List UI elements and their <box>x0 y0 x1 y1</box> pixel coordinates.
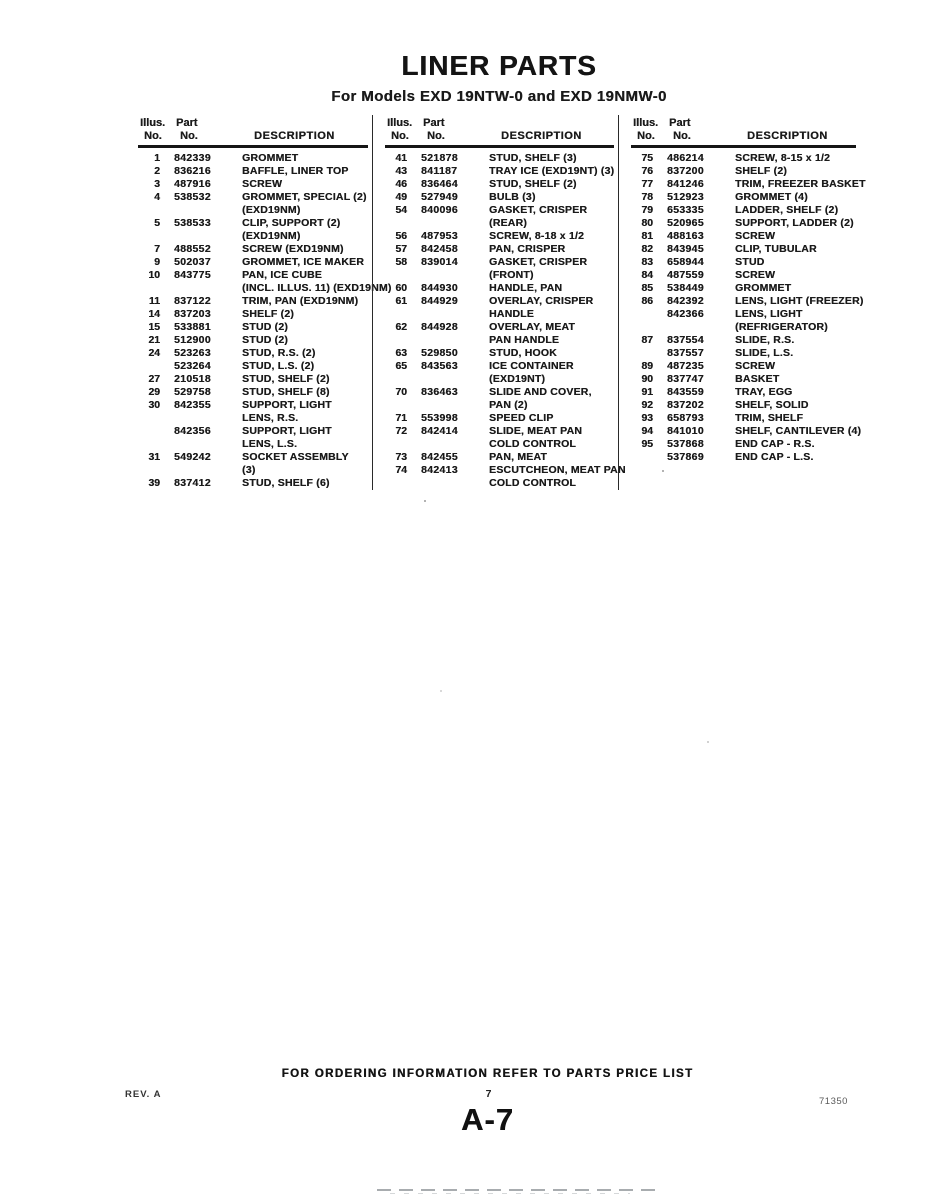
part-description: SCREW <box>735 360 776 372</box>
part-description: STUD, SHELF (3) <box>489 152 577 164</box>
part-number: 844929 <box>421 295 458 307</box>
part-number: 521878 <box>421 152 458 164</box>
parts-column-2 <box>372 115 626 490</box>
part-description: BULB (3) <box>489 191 536 203</box>
column-body <box>631 151 866 464</box>
illus-number: 43 <box>395 165 407 177</box>
part-row <box>385 152 614 165</box>
illus-number: 11 <box>148 295 160 307</box>
part-number: 836464 <box>421 178 458 190</box>
part-row <box>631 282 856 295</box>
header-no-label: No. <box>144 130 162 142</box>
part-description: GROMMET <box>735 282 792 294</box>
part-row <box>138 152 368 165</box>
part-row <box>631 152 856 165</box>
part-number: 538449 <box>667 282 704 294</box>
illus-number: 81 <box>641 230 653 242</box>
part-number: 837200 <box>667 165 704 177</box>
part-number: 538532 <box>174 191 211 203</box>
part-number: 842366 <box>667 308 704 320</box>
part-row <box>385 412 614 425</box>
illus-number: 61 <box>395 295 407 307</box>
illus-number: 62 <box>395 321 407 333</box>
part-row <box>385 204 614 230</box>
part-number: 842392 <box>667 295 704 307</box>
part-number: 837557 <box>667 347 704 359</box>
part-description: GROMMET (4) <box>735 191 808 203</box>
scan-artifact-dashes <box>377 1189 657 1191</box>
part-number: 533881 <box>174 321 211 333</box>
part-description: SCREW, 8-15 x 1/2 <box>735 152 831 164</box>
parts-column-1 <box>138 115 392 490</box>
column-header <box>138 115 368 148</box>
part-row <box>631 230 856 243</box>
part-description: LENS, LIGHT (REFRIGERATOR) <box>735 308 828 333</box>
part-number: 836463 <box>421 386 458 398</box>
part-number: 549242 <box>174 451 211 463</box>
header-no-label: No. <box>391 130 409 142</box>
page-subtitle: For Models EXD 19NTW-0 and EXD 19NMW-0 <box>331 88 667 105</box>
part-description: ESCUTCHEON, MEAT PAN COLD CONTROL <box>489 464 626 489</box>
part-description: HANDLE, PAN <box>489 282 563 294</box>
illus-number: 78 <box>641 191 653 203</box>
illus-number: 30 <box>148 399 160 411</box>
illus-number: 65 <box>395 360 407 372</box>
illus-number: 9 <box>154 256 160 268</box>
part-number: 842458 <box>421 243 458 255</box>
part-number: 512900 <box>174 334 211 346</box>
scan-speck <box>707 741 709 743</box>
part-description: ICE CONTAINER (EXD19NT) <box>489 360 574 385</box>
part-number: 840096 <box>421 204 458 216</box>
illus-number: 95 <box>641 438 653 450</box>
header-illus-label: Illus. <box>633 117 659 129</box>
part-row <box>138 308 368 321</box>
part-number: 487953 <box>421 230 458 242</box>
part-description: OVERLAY, CRISPER HANDLE <box>489 295 594 320</box>
page-number: 7 <box>485 1088 492 1100</box>
parts-table <box>138 115 866 490</box>
part-description: BASKET <box>735 373 780 385</box>
part-number: 527949 <box>421 191 458 203</box>
part-description: SCREW (EXD19NM) <box>242 243 344 255</box>
illus-number: 93 <box>641 412 653 424</box>
part-number: 653335 <box>667 204 704 216</box>
part-number: 836216 <box>174 165 211 177</box>
part-row <box>138 373 368 386</box>
part-description: OVERLAY, MEAT PAN HANDLE <box>489 321 576 346</box>
part-row <box>631 438 856 451</box>
illus-number: 89 <box>641 360 653 372</box>
part-number: 837122 <box>174 295 211 307</box>
part-number: 523263 <box>174 347 211 359</box>
part-description: GROMMET <box>242 152 299 164</box>
part-row <box>385 360 614 386</box>
illus-number: 72 <box>395 425 407 437</box>
part-number: 537869 <box>667 451 704 463</box>
part-row <box>631 191 856 204</box>
illus-number: 57 <box>395 243 407 255</box>
illus-number: 54 <box>395 204 407 216</box>
part-row <box>631 243 856 256</box>
illus-number: 31 <box>148 451 160 463</box>
illus-number: 4 <box>154 191 160 203</box>
part-row <box>631 269 856 282</box>
part-number: 487916 <box>174 178 211 190</box>
illus-number: 7 <box>154 243 160 255</box>
part-description: STUD, SHELF (6) <box>242 477 330 489</box>
part-description: STUD, SHELF (2) <box>242 373 330 385</box>
part-number: 537868 <box>667 438 704 450</box>
part-description: GASKET, CRISPER (FRONT) <box>489 256 588 281</box>
header-description-label: DESCRIPTION <box>254 130 335 142</box>
part-row <box>138 269 392 295</box>
illus-number: 77 <box>641 178 653 190</box>
illus-number: 63 <box>395 347 407 359</box>
part-number: 837747 <box>667 373 704 385</box>
illus-number: 24 <box>148 347 160 359</box>
revision-label: REV. A <box>125 1089 162 1100</box>
part-description: PAN, ICE CUBE (INCL. ILLUS. 11) (EXD19NM) <box>242 269 392 294</box>
part-row <box>631 451 856 464</box>
part-number: 843775 <box>174 269 211 281</box>
part-description: TRAY, EGG <box>735 386 793 398</box>
illus-number: 27 <box>148 373 160 385</box>
part-row <box>631 386 856 399</box>
part-number: 837554 <box>667 334 704 346</box>
part-description: STUD, SHELF (2) <box>489 178 577 190</box>
parts-column-3 <box>618 115 866 490</box>
illus-number: 91 <box>641 386 653 398</box>
illus-number: 70 <box>395 386 407 398</box>
part-description: SCREW <box>242 178 283 190</box>
part-row <box>138 334 368 347</box>
illus-number: 71 <box>395 412 407 424</box>
illus-number: 2 <box>154 165 160 177</box>
part-description: SCREW <box>735 269 776 281</box>
part-row <box>138 321 368 334</box>
header-illus-label: Illus. <box>387 117 413 129</box>
part-description: LADDER, SHELF (2) <box>735 204 839 216</box>
illus-number: 75 <box>641 152 653 164</box>
part-description: LENS, LIGHT (FREEZER) <box>735 295 864 307</box>
illus-number: 56 <box>395 230 407 242</box>
part-number: 523264 <box>174 360 211 372</box>
column-header <box>385 115 614 148</box>
part-row <box>385 464 626 490</box>
illus-number: 41 <box>395 152 407 164</box>
part-description: GROMMET, ICE MAKER <box>242 256 365 268</box>
illus-number: 80 <box>641 217 653 229</box>
part-number: 488163 <box>667 230 704 242</box>
header-no-label: No. <box>637 130 655 142</box>
part-number: 843945 <box>667 243 704 255</box>
part-number: 553998 <box>421 412 458 424</box>
part-row <box>385 282 614 295</box>
scan-speck <box>440 690 442 692</box>
part-row <box>138 451 368 477</box>
part-number: 843559 <box>667 386 704 398</box>
part-row <box>631 178 866 191</box>
part-number: 658944 <box>667 256 704 268</box>
part-number: 844928 <box>421 321 458 333</box>
part-number: 658793 <box>667 412 704 424</box>
part-description: PAN, CRISPER <box>489 243 566 255</box>
header-part-label: Part <box>423 117 445 129</box>
part-description: STUD, L.S. (2) <box>242 360 315 372</box>
header-description-label: DESCRIPTION <box>501 130 582 142</box>
illus-number: 87 <box>641 334 653 346</box>
illus-number: 86 <box>641 295 653 307</box>
column-body <box>385 151 626 490</box>
part-row <box>138 256 368 269</box>
part-description: SCREW, 8-18 x 1/2 <box>489 230 585 242</box>
header-no-label: No. <box>180 130 198 142</box>
part-description: SUPPORT, LIGHT LENS, L.S. <box>242 425 332 450</box>
part-number: 843563 <box>421 360 458 372</box>
part-number: 842413 <box>421 464 458 476</box>
illus-number: 39 <box>148 477 160 489</box>
illus-number: 92 <box>641 399 653 411</box>
illus-number: 3 <box>154 178 160 190</box>
part-row <box>385 321 614 347</box>
illus-number: 58 <box>395 256 407 268</box>
part-number: 841246 <box>667 178 704 190</box>
part-description: PAN, MEAT <box>489 451 547 463</box>
illus-number: 83 <box>641 256 653 268</box>
part-row <box>138 425 368 451</box>
header-part-label: Part <box>176 117 198 129</box>
illus-number: 76 <box>641 165 653 177</box>
part-row <box>385 243 614 256</box>
part-description: SHELF (2) <box>735 165 787 177</box>
part-number: 487559 <box>667 269 704 281</box>
part-row <box>631 308 856 334</box>
part-number: 538533 <box>174 217 211 229</box>
part-row <box>385 191 614 204</box>
part-number: 842414 <box>421 425 458 437</box>
part-row <box>631 165 856 178</box>
part-row <box>138 295 368 308</box>
part-number: 837412 <box>174 477 211 489</box>
illus-number: 74 <box>395 464 407 476</box>
part-description: SUPPORT, LIGHT LENS, R.S. <box>242 399 332 424</box>
header-illus-label: Illus. <box>140 117 166 129</box>
part-row <box>385 165 614 178</box>
part-description: SHELF, CANTILEVER (4) <box>735 425 862 437</box>
part-row <box>138 178 368 191</box>
part-row <box>631 256 856 269</box>
part-description: SUPPORT, LADDER (2) <box>735 217 854 229</box>
part-description: STUD <box>735 256 765 268</box>
part-description: TRIM, FREEZER BASKET <box>735 178 866 190</box>
part-row <box>138 217 368 243</box>
part-description: TRIM, SHELF <box>735 412 804 424</box>
part-description: SLIDE AND COVER, PAN (2) <box>489 386 592 411</box>
header-part-label: Part <box>669 117 691 129</box>
part-description: CLIP, TUBULAR <box>735 243 817 255</box>
part-row <box>385 425 614 451</box>
part-row <box>631 360 856 373</box>
scan-artifact-dashes <box>390 1193 630 1194</box>
part-number: 842455 <box>421 451 458 463</box>
part-description: TRIM, PAN (EXD19NM) <box>242 295 359 307</box>
part-number: 487235 <box>667 360 704 372</box>
part-description: SPEED CLIP <box>489 412 554 424</box>
part-number: 486214 <box>667 152 704 164</box>
part-row <box>138 243 368 256</box>
illus-number: 85 <box>641 282 653 294</box>
part-description: SHELF (2) <box>242 308 294 320</box>
part-description: END CAP - R.S. <box>735 438 815 450</box>
part-number: 512923 <box>667 191 704 203</box>
page-title: LINER PARTS <box>401 50 597 81</box>
illus-number: 82 <box>641 243 653 255</box>
part-row <box>138 347 368 360</box>
part-description: SOCKET ASSEMBLY (3) <box>242 451 349 476</box>
part-number: 844930 <box>421 282 458 294</box>
illus-number: 94 <box>641 425 653 437</box>
header-no-label: No. <box>673 130 691 142</box>
illus-number: 21 <box>148 334 160 346</box>
part-row <box>138 477 368 490</box>
part-number: 842355 <box>174 399 211 411</box>
illus-number: 49 <box>395 191 407 203</box>
part-description: SCREW <box>735 230 776 242</box>
illus-number: 15 <box>148 321 160 333</box>
column-header <box>631 115 856 148</box>
part-row <box>138 386 368 399</box>
part-description: SHELF, SOLID <box>735 399 809 411</box>
illus-number: 90 <box>641 373 653 385</box>
part-number: 837202 <box>667 399 704 411</box>
header-no-label: No. <box>427 130 445 142</box>
part-row <box>631 373 856 386</box>
column-body <box>138 151 392 490</box>
part-row <box>385 386 614 412</box>
part-row <box>631 295 864 308</box>
part-row <box>138 165 368 178</box>
scan-speck <box>424 500 426 502</box>
part-number: 837203 <box>174 308 211 320</box>
part-number: 839014 <box>421 256 458 268</box>
part-row <box>385 230 614 243</box>
illus-number: 60 <box>395 282 407 294</box>
part-description: SLIDE, L.S. <box>735 347 794 359</box>
part-description: SLIDE, R.S. <box>735 334 795 346</box>
illus-number: 1 <box>154 152 160 164</box>
part-description: GASKET, CRISPER (REAR) <box>489 204 588 229</box>
part-description: STUD, R.S. (2) <box>242 347 316 359</box>
part-number: 529850 <box>421 347 458 359</box>
part-description: CLIP, SUPPORT (2) (EXD19NM) <box>242 217 341 242</box>
illus-number: 84 <box>641 269 653 281</box>
part-number: 842356 <box>174 425 211 437</box>
part-row <box>138 399 368 425</box>
part-row <box>385 295 614 321</box>
part-number: 841010 <box>667 425 704 437</box>
illus-number: 46 <box>395 178 407 190</box>
part-number: 502037 <box>174 256 211 268</box>
part-description: STUD, HOOK <box>489 347 557 359</box>
part-number: 842339 <box>174 152 211 164</box>
part-number: 529758 <box>174 386 211 398</box>
part-description: BAFFLE, LINER TOP <box>242 165 349 177</box>
document-number: 71350 <box>819 1096 848 1107</box>
header-description-label: DESCRIPTION <box>747 130 828 142</box>
part-description: GROMMET, SPECIAL (2) (EXD19NM) <box>242 191 367 216</box>
illus-number: 5 <box>154 217 160 229</box>
part-row <box>631 204 856 217</box>
part-description: STUD (2) <box>242 334 288 346</box>
part-row <box>385 347 614 360</box>
part-row <box>631 425 862 438</box>
illus-number: 10 <box>148 269 160 281</box>
illus-number: 73 <box>395 451 407 463</box>
part-row <box>631 399 856 412</box>
part-row <box>631 334 856 347</box>
illus-number: 79 <box>641 204 653 216</box>
part-description: TRAY ICE (EXD19NT) (3) <box>489 165 615 177</box>
part-description: END CAP - L.S. <box>735 451 814 463</box>
scan-speck <box>662 470 664 472</box>
part-row <box>385 256 614 282</box>
part-number: 520965 <box>667 217 704 229</box>
part-row <box>138 360 368 373</box>
part-row <box>138 191 368 217</box>
ordering-note: FOR ORDERING INFORMATION REFER TO PARTS PRICE LIST <box>281 1068 694 1080</box>
part-number: 488552 <box>174 243 211 255</box>
section-page-code: A-7 <box>461 1102 514 1137</box>
part-row <box>385 451 614 464</box>
part-description: SLIDE, MEAT PAN COLD CONTROL <box>489 425 583 450</box>
part-number: 210518 <box>174 373 211 385</box>
part-description: STUD, SHELF (8) <box>242 386 330 398</box>
illus-number: 29 <box>148 386 160 398</box>
part-row <box>631 412 856 425</box>
part-row <box>631 217 856 230</box>
part-description: STUD (2) <box>242 321 288 333</box>
illus-number: 14 <box>148 308 160 320</box>
part-row <box>631 347 856 360</box>
part-row <box>385 178 614 191</box>
part-number: 841187 <box>421 165 458 177</box>
